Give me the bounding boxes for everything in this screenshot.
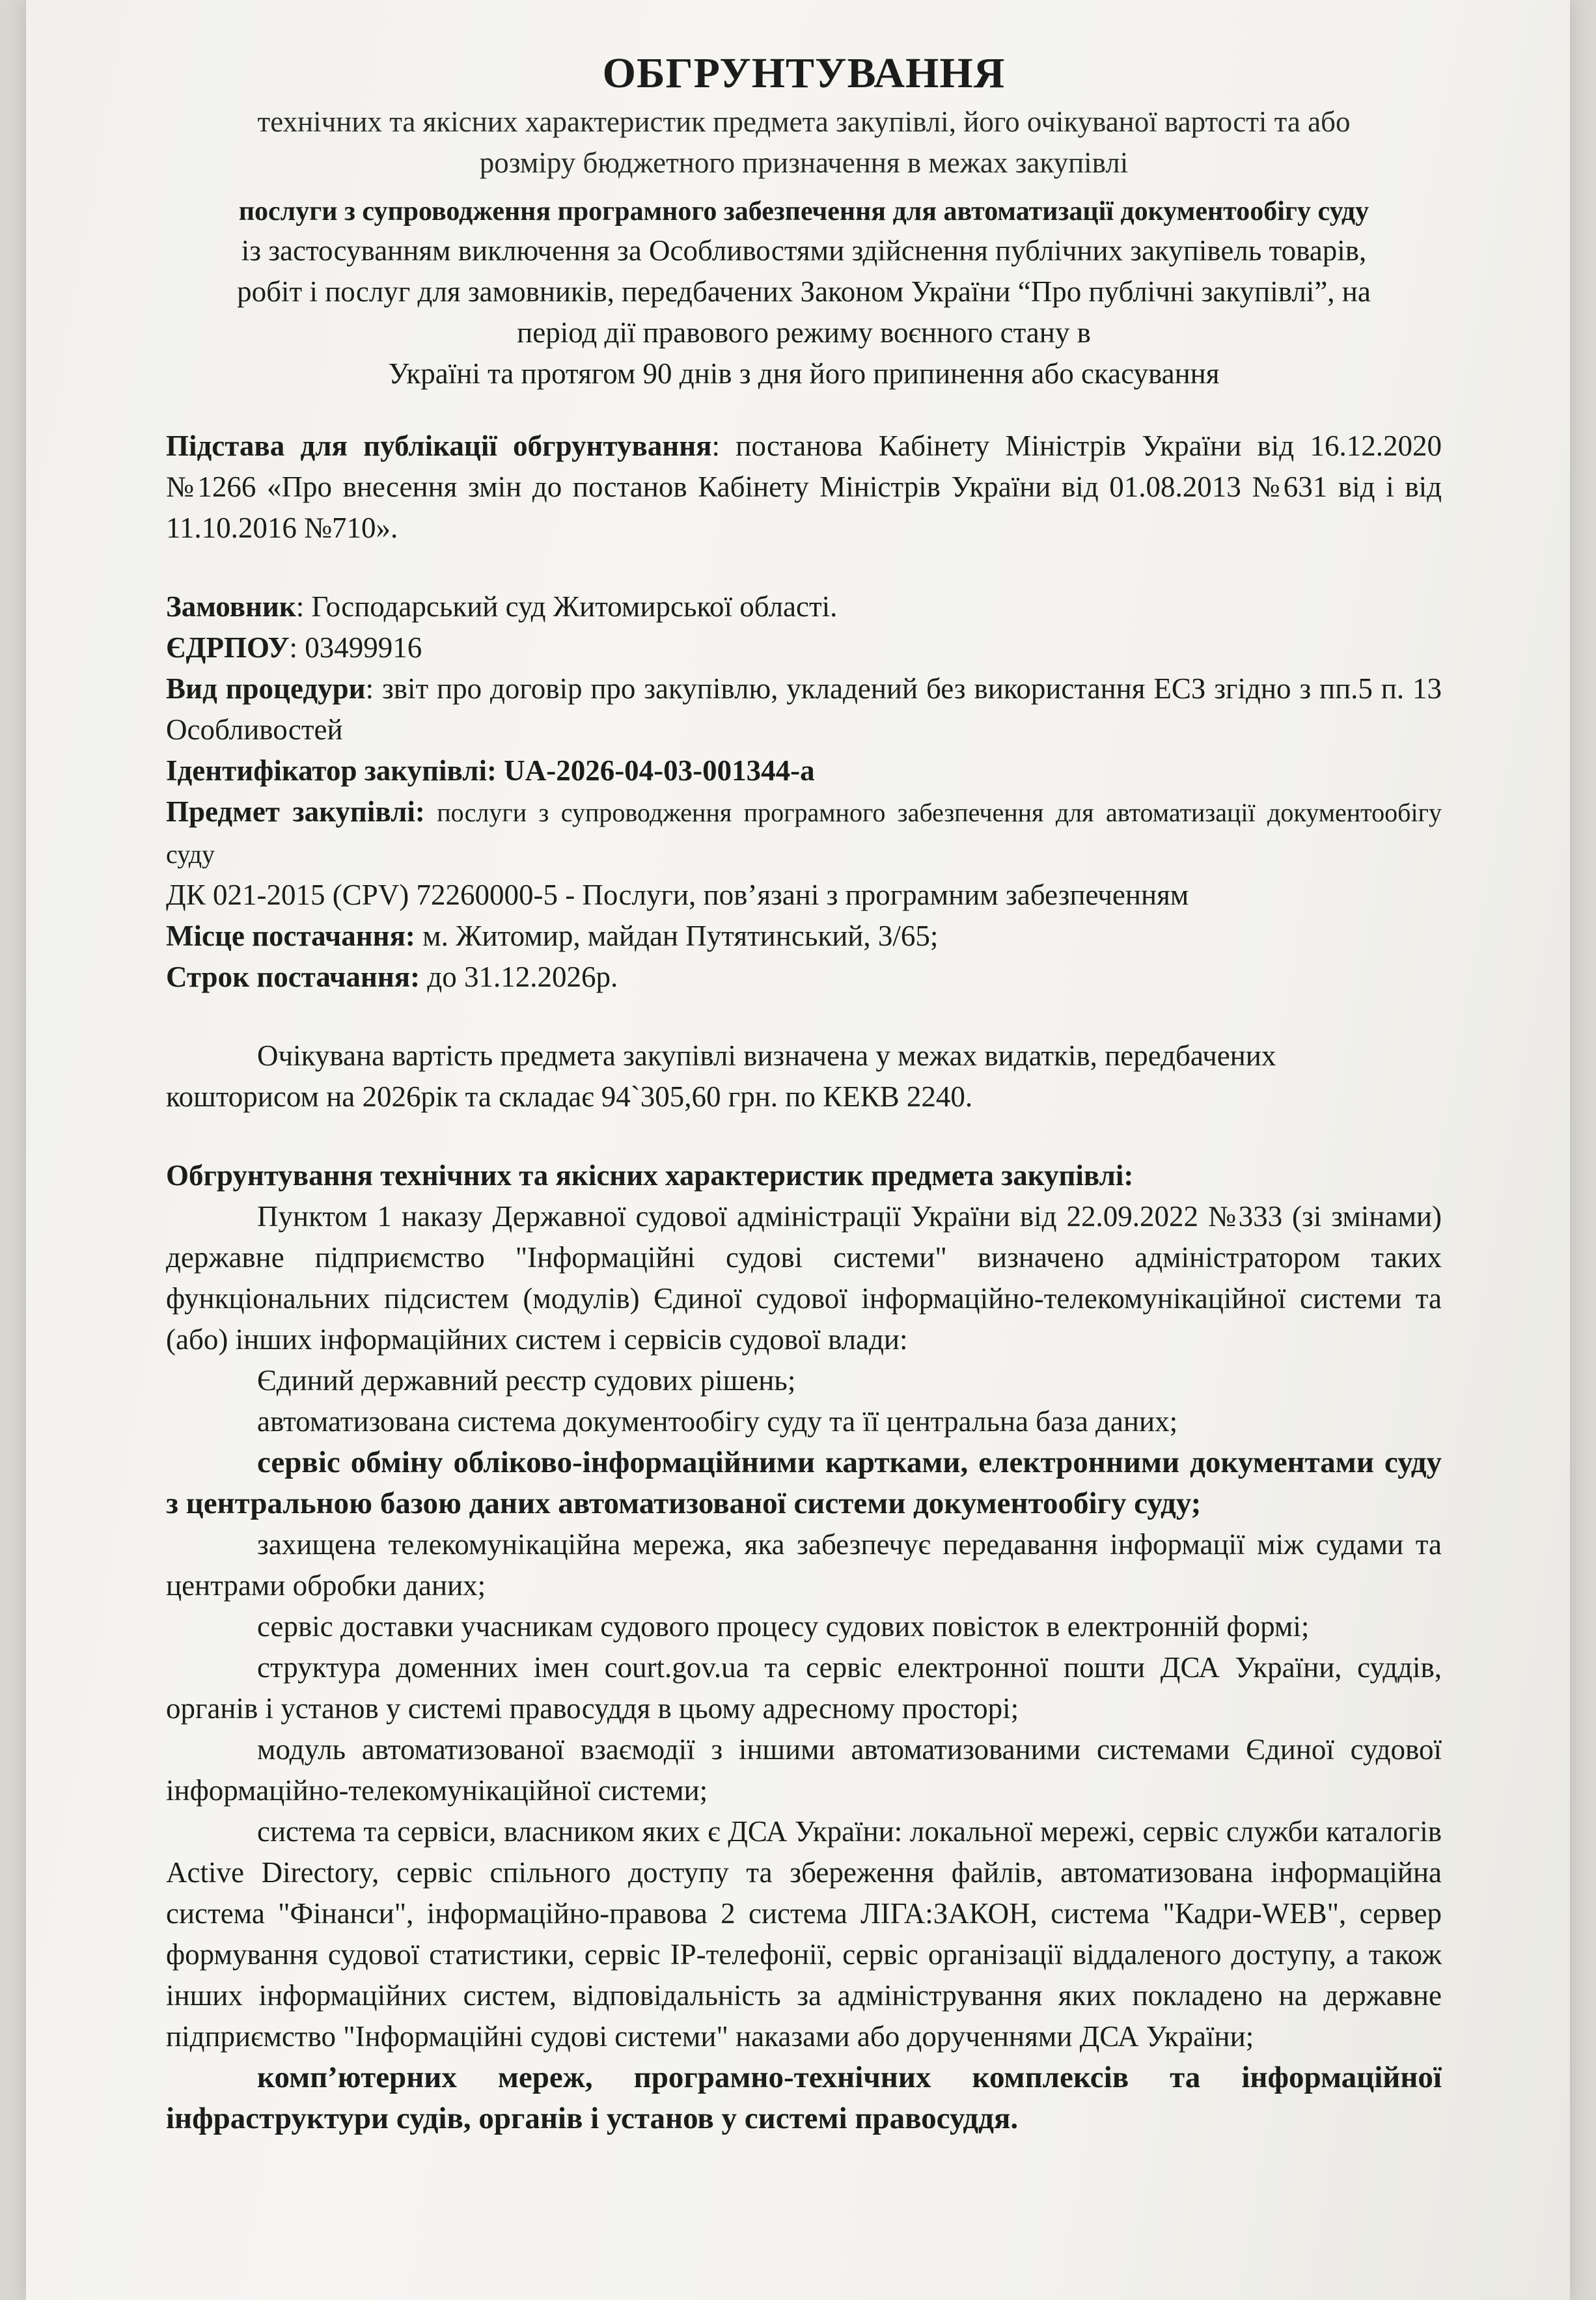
procedure-line (166, 668, 1442, 750)
justification-heading: Обгрунтування технічних та якісних характеристик предмета закупівлі: (166, 1159, 1134, 1192)
title-subline-2: розміру бюджетного призначення в межах закупівлі (479, 146, 1129, 179)
spacer (166, 998, 1442, 1035)
spacer (166, 549, 1442, 586)
publication-basis (166, 426, 1442, 549)
list-item: Єдиний державний реєстр судових рішень; (257, 1364, 796, 1397)
expected-cost-line-2: кошторисом на 2026рік та складає 94`305,60 грн. по КЕКВ 2240. (166, 1080, 973, 1113)
procurement-id-line: Ідентифікатор закупівлі: UA-2026-04-03-001344-a (166, 754, 815, 787)
exception-line-2: робіт і послуг для замовників, передбачених Законом України “Про публічні закупівлі”, на (237, 275, 1371, 308)
list-item: система та сервіси, власником яких є ДСА України: локальної мережі, сервіс служби каталогів Active Directory, сервіс спільного доступу та збереження файлів, автоматизована інформаційна система "Фінанси", інформаційно-правова 2 система ЛІГА:ЗАКОН, система "Кадри-WEB", сервер формування судової статистики, сервіс IP-телефонії, сервіс організації віддаленого доступу, а також інших інформаційних систем, відповідальність за адміністрування яких покладено на державне підприємство "Інформаційні судові системи" наказами або дорученнями ДСА України; (166, 1815, 1442, 2053)
list-item: автоматизована система документообігу суду та її центральна база даних; (257, 1405, 1178, 1438)
customer-value: : Господарський суд Житомирської області. (296, 590, 838, 623)
dk-code-line: ДК 021-2015 (CPV) 72260000-5 - Послуги, пов’язані з програмним забезпеченням (166, 879, 1189, 911)
exception-line-1: із застосуванням виключення за Особливостями здійснення публічних закупівель товарів, (241, 234, 1367, 267)
exception-line-4: Україні та протягом 90 днів з дня його припинення або скасування (388, 357, 1220, 390)
basis-label: Підстава для публікації обгрунтування (166, 430, 712, 462)
expected-cost-line-1: Очікувана вартість предмета закупівлі визначена у межах видатків, передбачених (257, 1039, 1276, 1072)
procurement-subject-heading: послуги з супроводження програмного забезпечення для автоматизації документообігу суду (238, 197, 1369, 226)
procurement-subject-value: послуги з супроводження програмного забезпечення для автоматизації документообігу суду (166, 798, 1442, 869)
list-item: комп’ютерних мереж, програмно-технічних комплексів та інформаційної інфраструктури судів, органів і установ у системі правосуддя. (166, 2060, 1442, 2135)
exception-line-3: період дії правового режиму воєнного стану в (517, 316, 1091, 349)
customer-line (166, 586, 1442, 627)
procedure-value: : звіт про договір про закупівлю, укладений без використання ЕСЗ згідно з пп.5 п. 13 Особливостей (166, 672, 1442, 746)
document-title: ОБГРУНТУВАННЯ (602, 49, 1006, 97)
edrpou-value: : 03499916 (289, 631, 422, 664)
delivery-term-line (166, 957, 1442, 998)
spacer (166, 1117, 1442, 1155)
delivery-term-value: до 31.12.2026р. (420, 961, 618, 993)
justification-intro: Пунктом 1 наказу Державної судової адміністрації України від 22.09.2022 №333 (зі змінами) державне підприємство "Інформаційні судові системи" визначено адміністратором таких функціональних підсистем (модулів) Єдиної судової інформаційно-телекомунікаційної системи та (або) інших інформаційних систем і сервісів судової влади: (166, 1200, 1442, 1356)
edrpou-line (166, 627, 1442, 668)
delivery-place-label: Місце постачання: (166, 920, 415, 952)
title-subline-1: технічних та якісних характеристик предмета закупівлі, його очікуваної вартості та або (257, 105, 1351, 138)
customer-label: Замовник (166, 590, 296, 623)
list-item: захищена телекомунікаційна мережа, яка забезпечує передавання інформації між судами та центрами обробки даних; (166, 1528, 1442, 1602)
list-item: сервіс обміну обліково-інформаційними картками, електронними документами суду з центральною базою даних автоматизованої системи документообігу суду; (166, 1445, 1442, 1520)
list-item: сервіс доставки учасникам судового процесу судових повісток в електронній формі; (257, 1610, 1310, 1643)
spacer (166, 394, 1442, 426)
document-page (166, 46, 1442, 2139)
delivery-place-line (166, 916, 1442, 957)
procedure-label: Вид процедури (166, 672, 366, 705)
procurement-subject-label: Предмет закупівлі: (166, 795, 425, 828)
list-item: структура доменних імен court.gov.ua та сервіс електронної пошти ДСА України, суддів, органів і установ у системі правосуддя в цьому адресному просторі; (166, 1651, 1442, 1725)
delivery-term-label: Строк постачання: (166, 961, 420, 993)
paper-sheet (26, 0, 1570, 2300)
procurement-subject-line (166, 791, 1442, 875)
delivery-place-value: м. Житомир, майдан Путятинський, 3/65; (415, 920, 939, 952)
basis-text: : постанова Кабінету Міністрів України від 16.12.2020 №1266 «Про внесення змін до постанов Кабінету Міністрів України від 01.08.2013 №631 від і від 11.10.2016 №710». (166, 430, 1442, 544)
list-item: модуль автоматизованої взаємодії з іншими автоматизованими системами Єдиної судової інформаційно-телекомунікаційної системи; (166, 1733, 1442, 1807)
edrpou-label: ЄДРПОУ (166, 631, 290, 664)
